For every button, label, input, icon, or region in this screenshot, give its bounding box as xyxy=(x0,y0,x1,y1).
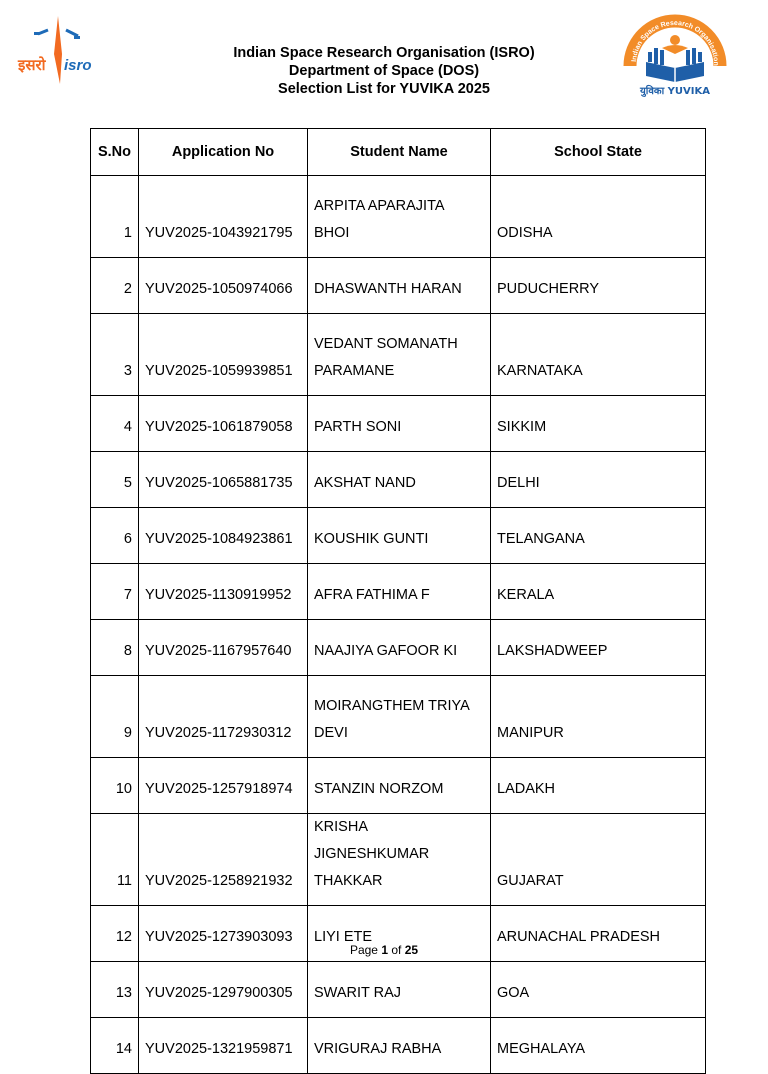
cell-sno: 5 xyxy=(91,452,139,508)
table-row xyxy=(91,564,706,620)
yuvika-arc-text: Indian Space Research Organisation xyxy=(631,19,720,66)
student-name-line: STANZIN NORZOM xyxy=(314,781,444,797)
table-row xyxy=(91,676,706,758)
page-footer xyxy=(0,943,768,957)
cell-school-state: LAKSHADWEEP xyxy=(491,620,706,676)
column-header-sno: S.No xyxy=(91,129,139,176)
cell-sno: 12 xyxy=(91,906,139,962)
cell-sno: 2 xyxy=(91,258,139,314)
cell-application-no: YUV2025-1258921932 xyxy=(139,814,308,906)
table-row xyxy=(91,508,706,564)
student-name-line: MOIRANGTHEM TRIYA xyxy=(314,698,470,714)
column-header-school-state: School State xyxy=(491,129,706,176)
table-row xyxy=(91,314,706,396)
student-name-line: ARPITA APARAJITA xyxy=(314,198,445,214)
student-name-line: PARTH SONI xyxy=(314,419,402,435)
cell-application-no: YUV2025-1172930312 xyxy=(139,676,308,758)
cell-student-name xyxy=(308,396,491,452)
table-row xyxy=(91,962,706,1018)
header-line-organisation: Indian Space Research Organisation (ISRO) xyxy=(233,45,535,61)
cell-sno: 7 xyxy=(91,564,139,620)
student-name-line: BHOI xyxy=(314,225,350,241)
table-row xyxy=(91,452,706,508)
student-name-line: AFRA FATHIMA F xyxy=(314,587,430,603)
cell-student-name xyxy=(308,1018,491,1074)
cell-student-name xyxy=(308,452,491,508)
cell-student-name xyxy=(308,676,491,758)
cell-school-state: MANIPUR xyxy=(491,676,706,758)
table-row xyxy=(91,814,706,906)
student-name-line: VEDANT SOMANATH xyxy=(314,336,458,352)
cell-student-name xyxy=(308,258,491,314)
cell-school-state: GUJARAT xyxy=(491,814,706,906)
cell-application-no: YUV2025-1084923861 xyxy=(139,508,308,564)
student-name-line: JIGNESHKUMAR xyxy=(314,846,430,862)
cell-sno: 4 xyxy=(91,396,139,452)
current-page-number: 1 xyxy=(381,943,388,957)
cell-sno: 11 xyxy=(91,814,139,906)
cell-application-no: YUV2025-1257918974 xyxy=(139,758,308,814)
cell-application-no: YUV2025-1061879058 xyxy=(139,396,308,452)
cell-student-name xyxy=(308,962,491,1018)
selection-table xyxy=(90,128,706,1074)
cell-school-state: KERALA xyxy=(491,564,706,620)
of-word: of xyxy=(391,943,402,957)
yuvika-name-text: युविका YUVIKA xyxy=(639,86,711,97)
total-pages: 25 xyxy=(404,943,419,957)
table-row xyxy=(91,396,706,452)
cell-sno: 14 xyxy=(91,1018,139,1074)
column-header-student-name: Student Name xyxy=(308,129,491,176)
student-name-line: AKSHAT NAND xyxy=(314,475,416,491)
student-name-line: KRISHA xyxy=(314,819,368,835)
cell-application-no: YUV2025-1043921795 xyxy=(139,176,308,258)
cell-school-state: ARUNACHAL PRADESH xyxy=(491,906,706,962)
cell-application-no: YUV2025-1273903093 xyxy=(139,906,308,962)
header-line-department: Department of Space (DOS) xyxy=(288,63,480,79)
cell-student-name xyxy=(308,508,491,564)
cell-school-state: GOA xyxy=(491,962,706,1018)
cell-application-no: YUV2025-1059939851 xyxy=(139,314,308,396)
isro-hindi-text: इसरो xyxy=(18,56,46,74)
cell-student-name xyxy=(308,176,491,258)
table-row xyxy=(91,258,706,314)
table-row xyxy=(91,758,706,814)
cell-application-no: YUV2025-1167957640 xyxy=(139,620,308,676)
cell-school-state: LADAKH xyxy=(491,758,706,814)
student-name-line: DEVI xyxy=(314,725,348,741)
cell-sno: 9 xyxy=(91,676,139,758)
cell-student-name xyxy=(308,314,491,396)
cell-school-state: DELHI xyxy=(491,452,706,508)
cell-sno: 6 xyxy=(91,508,139,564)
cell-student-name xyxy=(308,564,491,620)
cell-student-name xyxy=(308,758,491,814)
cell-application-no: YUV2025-1065881735 xyxy=(139,452,308,508)
cell-application-no: YUV2025-1321959871 xyxy=(139,1018,308,1074)
table-header-row xyxy=(91,129,706,176)
cell-school-state: ODISHA xyxy=(491,176,706,258)
cell-application-no: YUV2025-1050974066 xyxy=(139,258,308,314)
student-name-line: VRIGURAJ RABHA xyxy=(314,1041,442,1057)
student-name-line: DHASWANTH HARAN xyxy=(314,281,462,297)
cell-school-state: KARNATAKA xyxy=(491,314,706,396)
student-name-line: THAKKAR xyxy=(314,873,383,889)
cell-school-state: SIKKIM xyxy=(491,396,706,452)
table-row xyxy=(91,176,706,258)
cell-school-state: PUDUCHERRY xyxy=(491,258,706,314)
cell-school-state: TELANGANA xyxy=(491,508,706,564)
cell-student-name xyxy=(308,620,491,676)
page-word: Page xyxy=(349,943,378,957)
student-name-line: SWARIT RAJ xyxy=(314,985,402,1001)
cell-sno: 3 xyxy=(91,314,139,396)
yuvika-logo xyxy=(622,14,728,98)
cell-application-no: YUV2025-1130919952 xyxy=(139,564,308,620)
table-row xyxy=(91,620,706,676)
header-line-title: Selection List for YUVIKA 2025 xyxy=(278,81,490,97)
column-header-application-no: Application No xyxy=(139,129,308,176)
student-name-line: PARAMANE xyxy=(314,363,395,379)
cell-student-name xyxy=(308,814,491,906)
cell-application-no: YUV2025-1297900305 xyxy=(139,962,308,1018)
student-name-line: LIYI ETE xyxy=(314,929,373,945)
student-name-line: KOUSHIK GUNTI xyxy=(314,531,429,547)
cell-sno: 1 xyxy=(91,176,139,258)
cell-sno: 13 xyxy=(91,962,139,1018)
student-name-line: NAAJIYA GAFOOR KI xyxy=(314,643,458,659)
cell-school-state: MEGHALAYA xyxy=(491,1018,706,1074)
table-row xyxy=(91,1018,706,1074)
cell-sno: 10 xyxy=(91,758,139,814)
yuvika-person-icon xyxy=(670,35,680,45)
cell-sno: 8 xyxy=(91,620,139,676)
isro-english-text: isro xyxy=(64,57,92,74)
